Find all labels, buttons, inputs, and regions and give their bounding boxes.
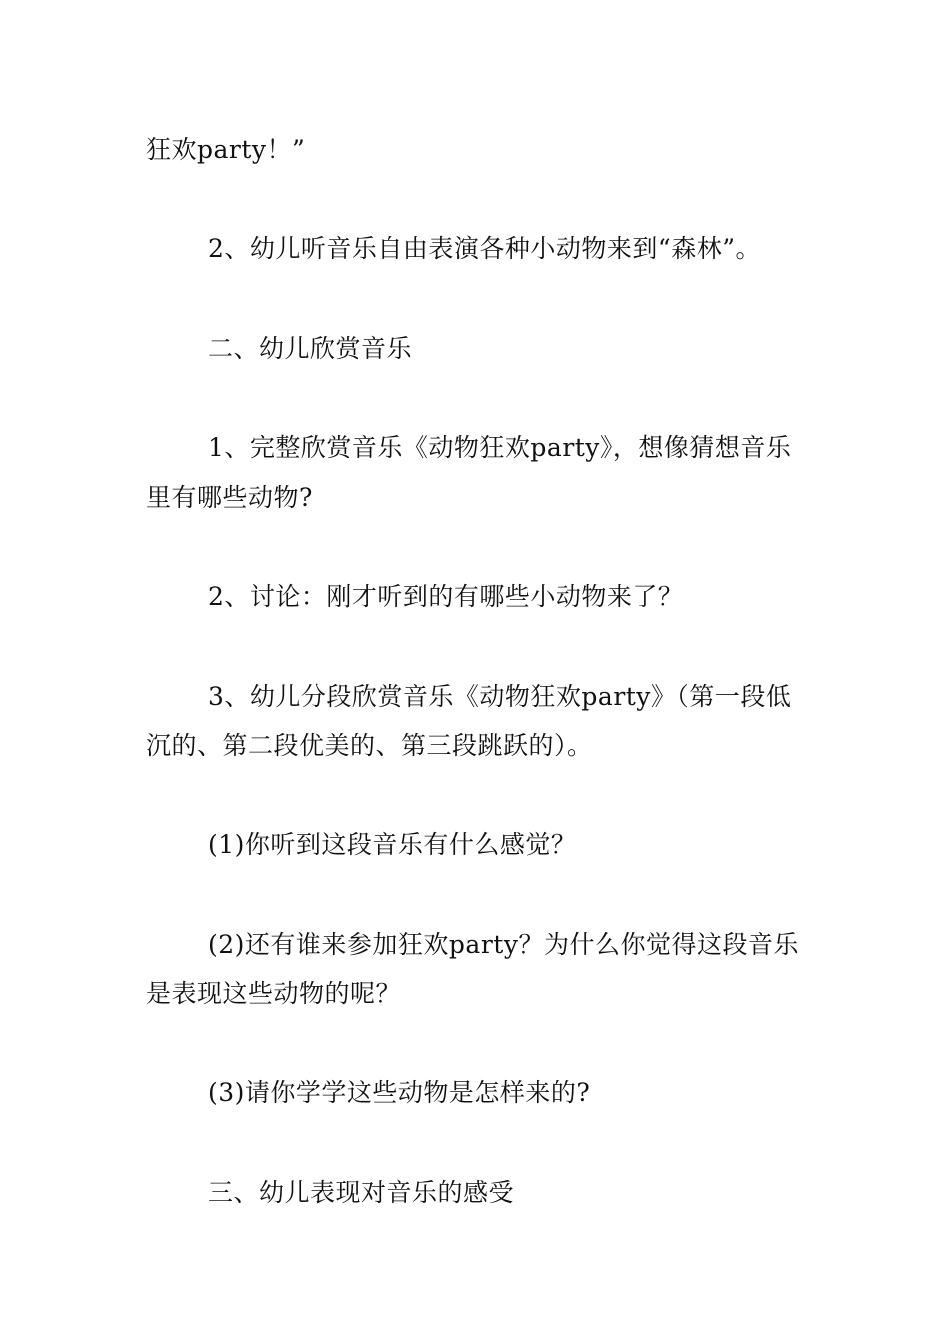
text-line-4: 1、完整欣赏音乐《动物狂欢party》，想像猜想音乐 <box>208 433 792 462</box>
text-line-5: 里有哪些动物? <box>146 483 313 512</box>
text-line-12: (3)请你学学这些动物是怎样来的? <box>208 1078 591 1107</box>
text-line-6: 2、讨论：刚才听到的有哪些小动物来了？ <box>208 582 684 611</box>
section-heading-3: 三、幼儿表现对音乐的感受 <box>208 1178 515 1207</box>
text-line-8: 沉的、第二段优美的、第三段跳跃的）。 <box>146 731 593 760</box>
text-line-7: 3、幼儿分段欣赏音乐《动物狂欢party》（第一段低 <box>208 682 792 711</box>
text-line-2: 2、幼儿听音乐自由表演各种小动物来到“森林”。 <box>208 234 761 263</box>
text-line-11: 是表现这些动物的呢？ <box>146 979 402 1008</box>
text-line-1: 狂欢party！” <box>146 135 306 164</box>
text-line-9: (1)你听到这段音乐有什么感觉？ <box>208 830 577 859</box>
text-line-10: (2)还有谁来参加狂欢party？为什么你觉得这段音乐 <box>208 930 799 959</box>
section-heading-2: 二、幼儿欣赏音乐 <box>208 334 413 363</box>
